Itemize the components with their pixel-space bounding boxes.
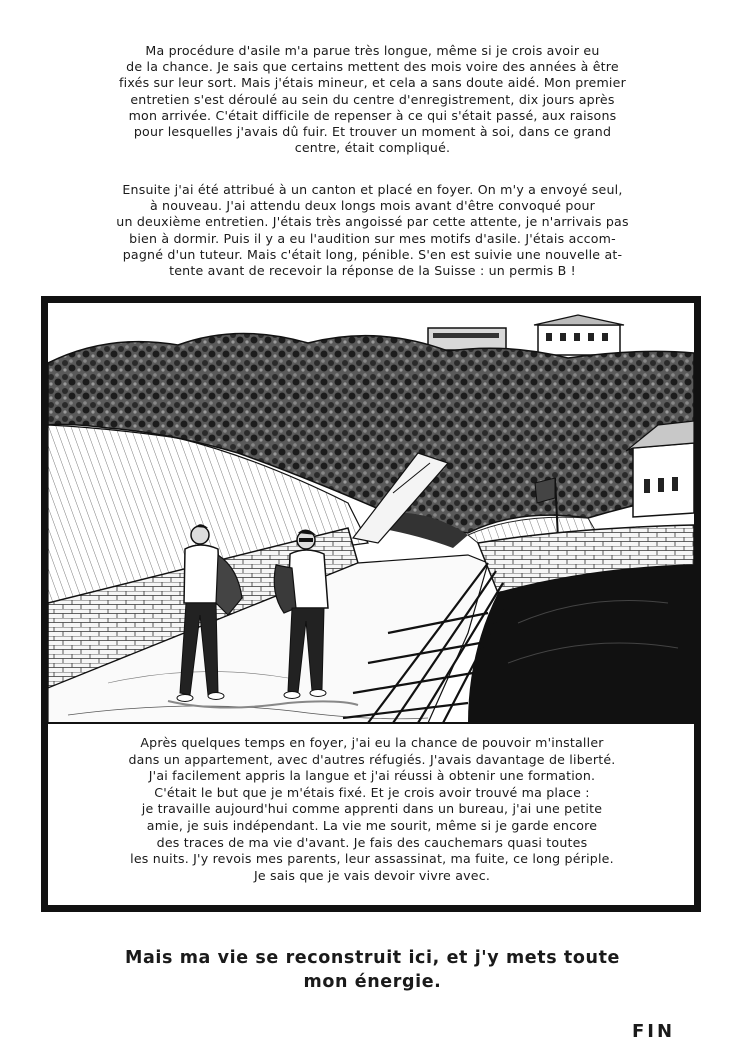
text-line: pagné d'un tuteur. Mais c'était long, pénible. S'en est suivie une nouvelle at- — [122, 246, 623, 262]
text-line: des traces de ma vie d'avant. Je fais des cauchemars quasi toutes — [156, 834, 588, 850]
text-line: à nouveau. J'ai attendu deux longs mois avant d'être convoqué pour — [149, 198, 596, 214]
text-line: Je sais que je vais devoir vivre avec. — [253, 867, 491, 883]
text-line: amie, je suis indépendant. La vie me sourit, même si je garde encore — [146, 817, 598, 833]
intro-paragraph — [30, 43, 715, 156]
text-line: les nuits. J'y revois mes parents, leur assassinat, ma fuite, ce long périple. — [130, 851, 614, 867]
text-line: J'ai facilement appris la langue et j'ai réussi à obtenir une formation. — [148, 768, 596, 784]
text-line: pour lesquelles j'avais dû fuir. Et trouver un moment à soi, dans ce grand — [133, 124, 612, 140]
closing-statement — [40, 946, 705, 994]
text-line: Mais ma vie se reconstruit ici, et j'y mets toute — [124, 948, 621, 968]
text-line: Ensuite j'ai été attribué à un canton et placé en foyer. On m'y a envoyé seul, — [122, 182, 623, 197]
end-label: FIN — [632, 1021, 676, 1042]
text-line: mon énergie. — [303, 972, 442, 992]
text-line: entretien s'est déroulé au sein du centre d'enregistrement, dix jours après — [130, 91, 615, 107]
text-line: bien à dormir. Puis il y a eu l'audition sur mes motifs d'asile. J'étais accom- — [129, 230, 616, 246]
text-line: tente avant de recevoir la réponse de la Suisse : un permis B ! — [169, 263, 576, 279]
text-line: un deuxième entretien. J'étais très angoissé par cette attente, je n'arrivais pas — [116, 214, 629, 230]
text-line: dans un appartement, avec d'autres réfugiés. J'avais davantage de liberté. — [128, 751, 616, 767]
text-line: de la chance. Je sais que certains mettent des mois voire des années à être — [126, 59, 619, 75]
text-line: fixés sur leur sort. Mais j'étais mineur, et cela a sans doute aidé. Mon premier — [119, 75, 626, 91]
comic-panel — [41, 296, 701, 912]
text-line: C'était le but que je m'étais fixé. Et je crois avoir trouvé ma place : — [154, 784, 590, 800]
second-paragraph — [30, 182, 715, 279]
text-line: mon arrivée. C'était difficile de repenser à ce qui s'était passé, aux raisons — [128, 107, 617, 123]
text-line: centre, était compliqué. — [294, 140, 451, 156]
text-line: Après quelques temps en foyer, j'ai eu la chance de pouvoir m'installer — [140, 735, 604, 750]
panel-caption — [56, 735, 688, 884]
text-line: je travaille aujourd'hui comme apprenti dans un bureau, j'ai une petite — [141, 801, 603, 817]
text-line: Ma procédure d'asile m'a parue très longue, même si je crois avoir eu — [145, 43, 600, 58]
